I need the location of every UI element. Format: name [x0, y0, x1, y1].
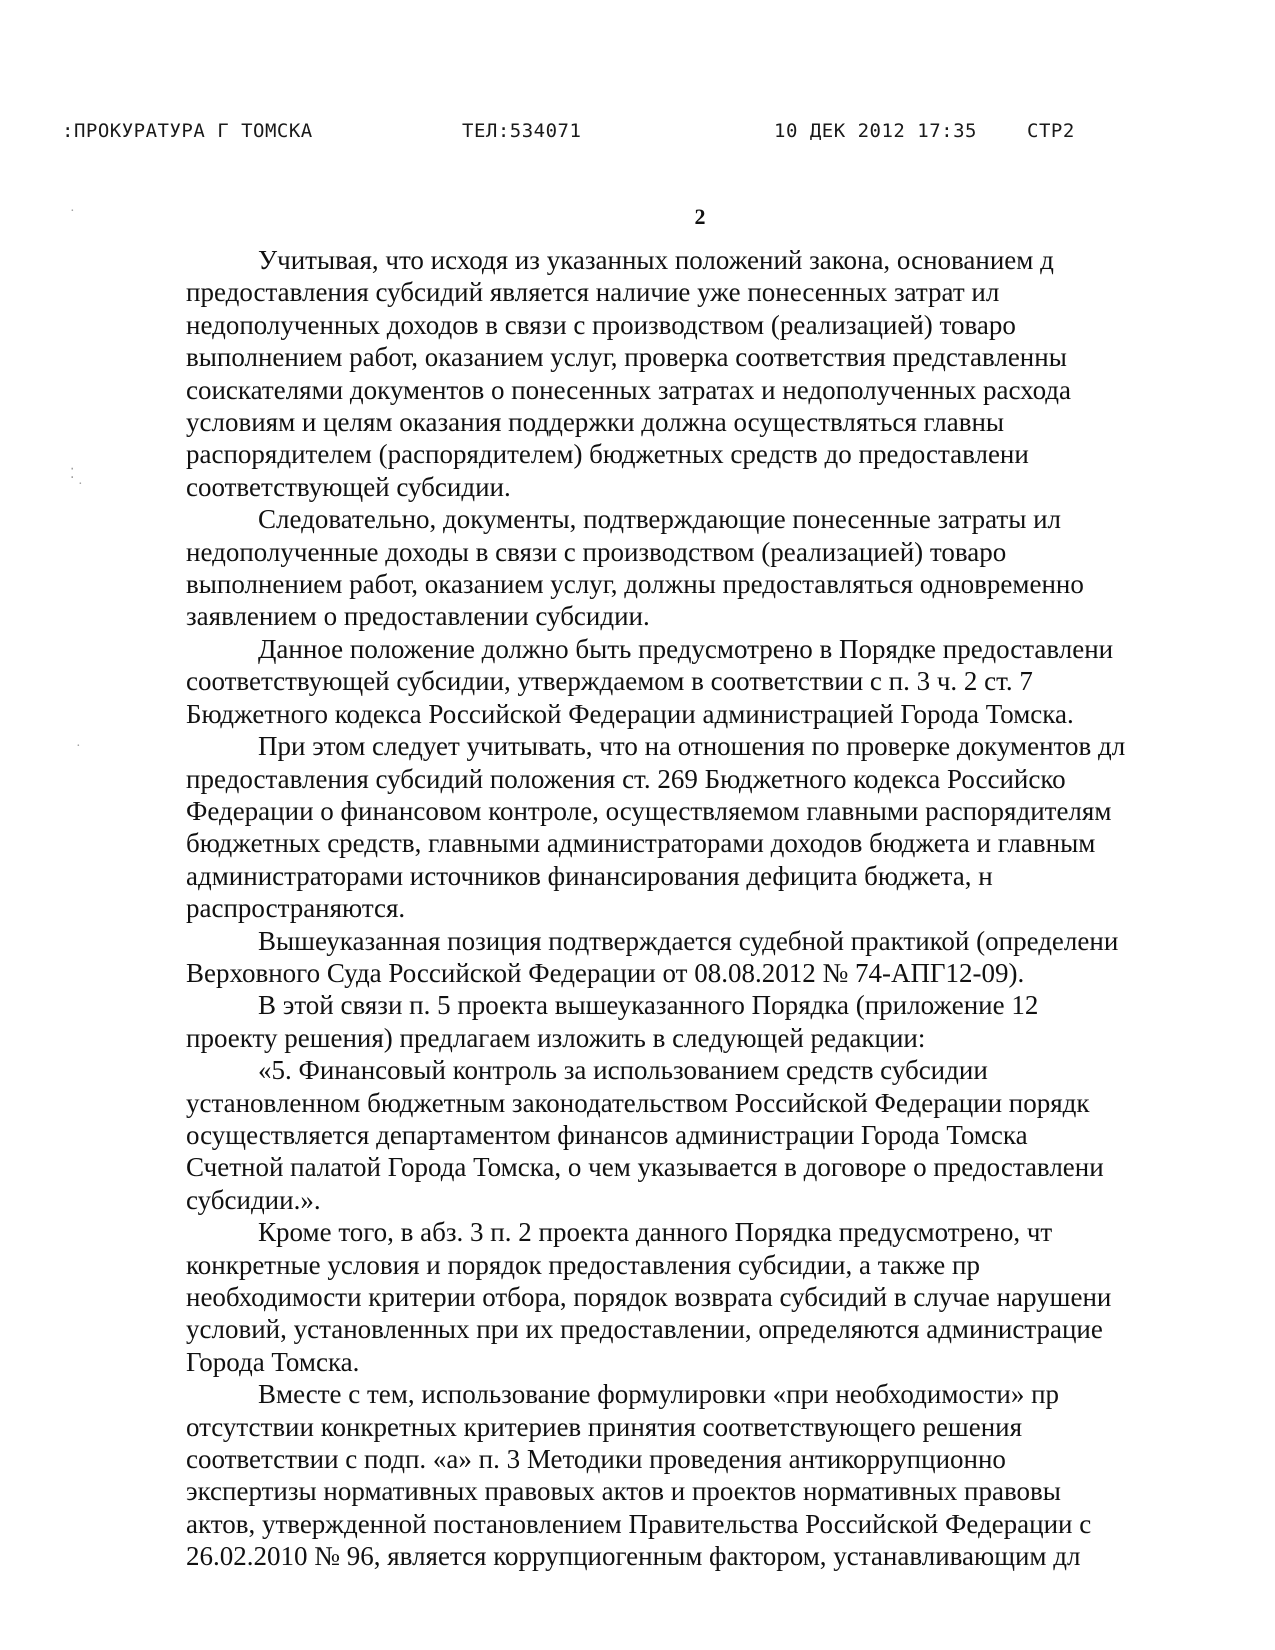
fax-sender: :ПРОКУРАТУРА Г ТОМСКА	[62, 120, 313, 142]
text-line: выполнением работ, оказанием услуг, проверка соответствия представленны	[186, 342, 1067, 373]
text-line: недополученных доходов в связи с производством (реализацией) товаро	[186, 309, 1016, 340]
text-line: Верховного Суда Российской Федерации от 08.08.2012 № 74-АПГ12-09).	[186, 957, 1025, 988]
text-line: актов, утвержденной постановлением Правительства Российской Федерации с	[186, 1508, 1092, 1539]
text-line: соответствующей субсидии.	[186, 471, 511, 502]
text-line: Вышеуказанная позиция подтверждается судебной практикой (определени	[258, 925, 1119, 956]
text-line: Вместе с тем, использование формулировки «при необходимости» пр	[258, 1379, 1060, 1410]
text-line: Учитывая, что исходя из указанных положений закона, основанием д	[258, 245, 1054, 275]
fax-phone: ТЕЛ:534071	[462, 120, 582, 142]
scan-speck: ·	[78, 477, 83, 492]
text-line: При этом следует учитывать, что на отношения по проверке документов дл	[258, 731, 1126, 762]
text-line: распорядителем (распорядителем) бюджетных средств до предоставлени	[186, 439, 1029, 470]
fax-page: СТР2	[1027, 120, 1075, 142]
document-body	[186, 244, 1275, 1650]
text-line: В этой связи п. 5 проекта вышеуказанного Порядка (приложение 12	[258, 990, 1039, 1021]
text-line: осуществляется департаментом финансов администрации Города Томска	[186, 1119, 1028, 1150]
scan-speck: ·	[70, 204, 75, 219]
text-line: администраторами источников финансирования дефицита бюджета, н	[186, 860, 993, 891]
text-line: бюджетных средств, главными администраторами доходов бюджета и главным	[186, 828, 1096, 859]
text-line: распространяются.	[186, 893, 406, 924]
fax-header	[62, 120, 1212, 150]
text-line: соответствующей субсидии, утверждаемом в соответствии с п. 3 ч. 2 ст. 7	[186, 666, 1033, 697]
text-line: Данное положение должно быть предусмотрено в Порядке предоставлени	[258, 633, 1114, 664]
text-line: конкретные условия и порядок предоставления субсидии, а также пр	[186, 1249, 980, 1280]
text-line: проекту решения) предлагаем изложить в следующей редакции:	[186, 1022, 926, 1053]
text-line: Кроме того, в абз. 3 п. 2 проекта данного Порядка предусмотрено, чт	[258, 1217, 1053, 1248]
text-line: Бюджетного кодекса Российской Федерации администрацией Города Томска.	[186, 698, 1074, 729]
text-line: отсутствии конкретных критериев принятия соответствующего решения	[186, 1411, 1023, 1442]
scan-speck: ·	[76, 739, 81, 754]
text-line: экспертизы нормативных правовых актов и проектов нормативных правовы	[186, 1476, 1061, 1507]
text-line: соискателями документов о понесенных затратах и недополученных расхода	[186, 374, 1072, 405]
text-line: Следовательно, документы, подтверждающие понесенные затраты ил	[258, 504, 1062, 535]
text-line: необходимости критерии отбора, порядок возврата субсидий в случае нарушени	[186, 1282, 1112, 1312]
text-line: предоставления субсидий положения ст. 269 Бюджетного кодекса Российско	[186, 763, 1066, 794]
text-line: субсидии.».	[186, 1184, 321, 1215]
text-line: 26.02.2010 № 96, является коррупциогенным фактором, устанавливающим дл	[186, 1541, 1081, 1572]
fax-datetime: 10 ДЕК 2012 17:35	[774, 120, 977, 142]
text-line: «5. Финансовый контроль за использованием средств субсидии	[258, 1055, 988, 1086]
text-line: Федерации о финансовом контроле, осуществляемом главными распорядителям	[186, 795, 1112, 826]
text-line: условий, установленных при их предоставлении, определяются администрацие	[186, 1314, 1103, 1345]
text-line: Счетной палатой Города Томска, о чем указывается в договоре о предоставлени	[186, 1152, 1104, 1183]
scan-speck: ⁚	[70, 467, 75, 482]
text-line: условиям и целям оказания поддержки должна осуществляться главны	[186, 407, 1005, 438]
text-line: Города Томска.	[186, 1346, 360, 1377]
text-line: соответствии с подп. «а» п. 3 Методики проведения антикоррупционно	[186, 1444, 1006, 1475]
text-line: установленном бюджетным законодательством Российской Федерации порядк	[186, 1087, 1090, 1118]
text-line: предоставления субсидий является наличие уже понесенных затрат ил	[186, 277, 1000, 308]
text-line: недополученные доходы в связи с производством (реализацией) товаро	[186, 536, 1007, 567]
page-number: 2	[694, 204, 706, 229]
text-line: выполнением работ, оказанием услуг, должны предоставляться одновременно	[186, 569, 1084, 600]
text-line: заявлением о предоставлении субсидии.	[186, 601, 650, 632]
